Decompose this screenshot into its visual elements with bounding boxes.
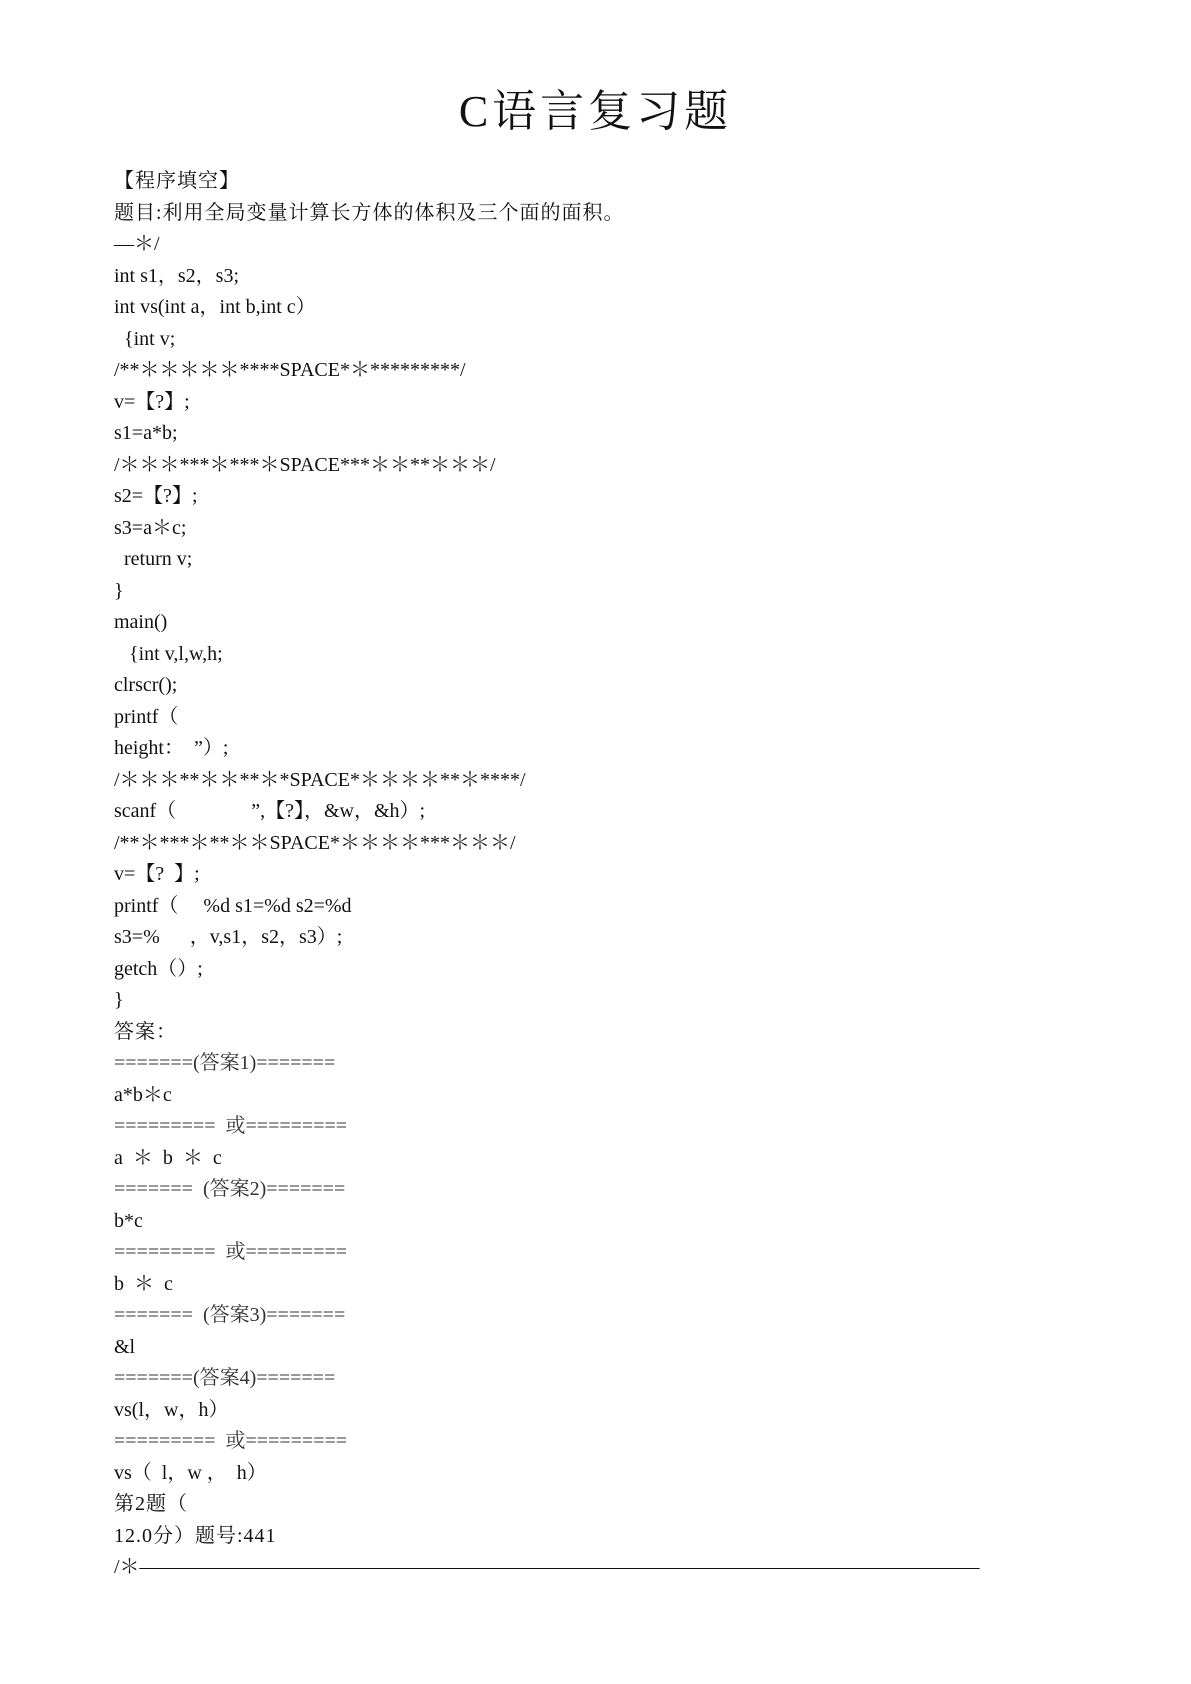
code-line: } <box>114 579 124 602</box>
document-title: C语言复习题 <box>458 87 733 136</box>
answer-value: a ＊ b ＊ c <box>114 1146 222 1169</box>
question-header: 第2题（ <box>114 1493 188 1515</box>
code-line: main() <box>114 611 168 633</box>
answer-separator: ======= (答案2)======= <box>114 1178 346 1200</box>
answer-value: b ＊ c <box>114 1272 173 1295</box>
code-line: s3=% ，v,s1，s2，s3）; <box>114 926 343 948</box>
answer-separator: ======= (答案3)======= <box>114 1304 346 1326</box>
code-line: {int v,l,w,h; <box>114 642 223 665</box>
code-line: height： ”）; <box>114 737 229 759</box>
code-line: —＊/ <box>114 233 160 255</box>
code-comment: /**＊＊＊＊＊****SPACE*＊*********/ <box>114 359 466 381</box>
answer-separator: =======(答案1)======= <box>114 1052 336 1074</box>
code-line: int vs(int a，int b,int c） <box>114 296 316 318</box>
code-line: s2=【?】; <box>114 485 198 507</box>
code-comment: /**＊***＊**＊＊SPACE*＊＊＊＊***＊＊＊/ <box>114 831 516 854</box>
code-line: s1=a*b; <box>114 422 178 444</box>
code-line: getch（）; <box>114 957 203 980</box>
section-heading: 【程序填空】 <box>114 170 240 192</box>
code-comment: /＊—————————————————————————————————————————— <box>114 1556 980 1578</box>
answer-heading: 答案： <box>114 1020 177 1043</box>
question-meta: 12.0分）题号:441 <box>114 1524 277 1547</box>
code-line: } <box>114 989 124 1011</box>
code-line: v=【? 】; <box>114 863 200 885</box>
answer-value: vs（ l，w ， h） <box>114 1461 267 1484</box>
code-line: scanf（ ”,【?】，&w，&h）; <box>114 800 426 822</box>
answer-separator: ========= 或========= <box>114 1241 348 1263</box>
code-line: v=【?】; <box>114 390 190 413</box>
code-line: int s1，s2，s3; <box>114 264 240 287</box>
code-comment: /＊＊＊**＊＊**＊*SPACE*＊＊＊＊**＊****/ <box>114 768 526 791</box>
answer-value: vs(l，w，h） <box>114 1398 229 1421</box>
code-line: clrscr(); <box>114 674 178 696</box>
answer-value: b*c <box>114 1209 143 1232</box>
code-comment: /＊＊＊***＊***＊SPACE***＊＊**＊＊＊/ <box>114 453 496 476</box>
answer-separator: ========= 或========= <box>114 1115 348 1137</box>
answer-value: &l <box>114 1335 136 1358</box>
document-body <box>114 166 1114 1584</box>
code-line: s3=a＊c; <box>114 516 187 539</box>
code-line: printf（ %d s1=%d s2=%d <box>114 894 352 917</box>
problem-statement: 题目:利用全局变量计算长方体的体积及三个面的面积。 <box>114 201 625 224</box>
answer-value: a*b＊c <box>114 1083 172 1106</box>
code-line: return v; <box>114 548 193 570</box>
code-line: {int v; <box>114 327 176 350</box>
code-line: printf（ <box>114 705 179 728</box>
answer-separator: =======(答案4)======= <box>114 1367 336 1389</box>
answer-separator: ========= 或========= <box>114 1430 348 1452</box>
